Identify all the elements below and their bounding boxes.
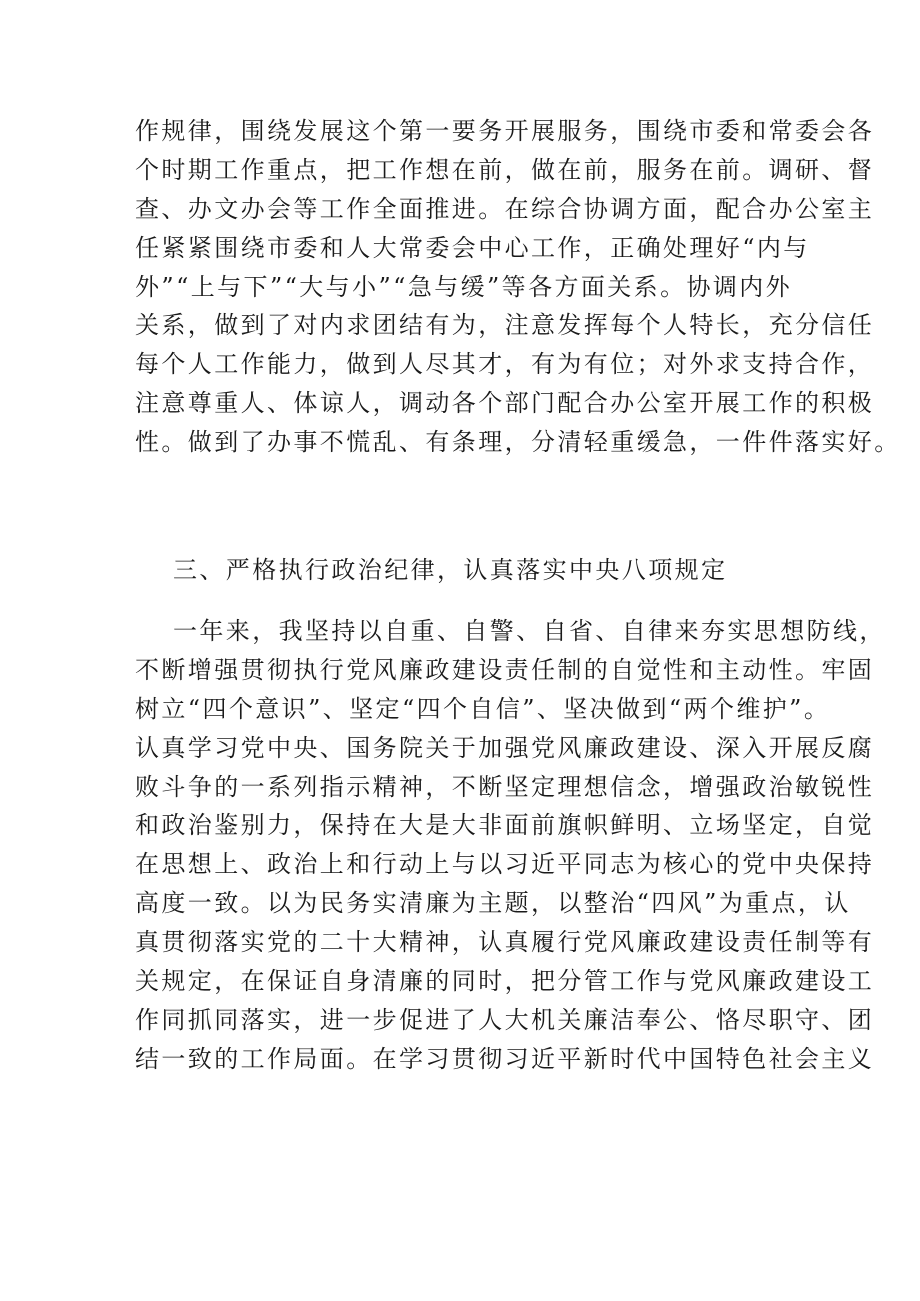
- text-line: 外”“上与下”“大与小”“急与缓”等各方面关系。协调内外: [135, 272, 793, 301]
- text-line: 性。做到了办事不慌乱、有条理，分清轻重缓急，一件件落实好。: [135, 428, 901, 457]
- text-line: 关规定，在保证自身清廉的同时，把分管工作与党风廉政建设工: [135, 967, 875, 996]
- text-line: 一年来，我坚持以自重、自警、自省、自律来夯实思想防线，: [173, 617, 886, 645]
- text-line: 结一致的工作局面。在学习贯彻习近平新时代中国特色社会主义: [135, 1044, 875, 1073]
- paragraph-section-3: [135, 612, 886, 1079]
- section-heading: 三、严格执行政治纪律，认真落实中央八项规定: [173, 556, 728, 584]
- paragraph-continuation: [135, 112, 901, 462]
- text-line: 高度一致。以为民务实清廉为主题，以整治“四风”为重点，认: [135, 889, 851, 918]
- text-line: 关系，做到了对内求团结有为，注意发挥每个人特长，充分信任: [135, 311, 875, 340]
- text-line: 树立“四个意识”、坚定“四个自信”、坚决做到“两个维护”。: [135, 694, 831, 723]
- text-line: 败斗争的一系列指示精神，不断坚定理想信念，增强政治敏锐性: [135, 772, 875, 801]
- text-line: 真贯彻落实党的二十大精神，认真履行党风廉政建设责任制等有: [135, 928, 875, 957]
- text-line: 不断增强贯彻执行党风廉政建设责任制的自觉性和主动性。牢固: [135, 655, 875, 684]
- text-line: 每个人工作能力，做到人尽其才，有为有位；对外求支持合作，: [135, 350, 875, 379]
- text-line: 查、办文办会等工作全面推进。在综合协调方面，配合办公室主: [135, 194, 875, 223]
- text-line: 认真学习党中央、国务院关于加强党风廉政建设、深入开展反腐: [135, 733, 875, 762]
- text-line: 作规律，围绕发展这个第一要务开展服务，围绕市委和常委会各: [135, 117, 875, 145]
- section-heading-block: [135, 551, 801, 590]
- text-line: 注意尊重人、体谅人，调动各个部门配合办公室开展工作的积极: [135, 389, 875, 418]
- text-line: 和政治鉴别力，保持在大是大非面前旗帜鲜明、立场坚定，自觉: [135, 811, 875, 840]
- text-line: 作同抓同落实，进一步促进了人大机关廉洁奉公、恪尽职守、团: [135, 1005, 875, 1034]
- text-line: 任紧紧围绕市委和人大常委会中心工作，正确处理好“内与: [135, 233, 810, 262]
- text-line: 在思想上、政治上和行动上与以习近平同志为核心的党中央保持: [135, 850, 875, 879]
- text-line: 个时期工作重点，把工作想在前，做在前，服务在前。调研、督: [135, 155, 875, 184]
